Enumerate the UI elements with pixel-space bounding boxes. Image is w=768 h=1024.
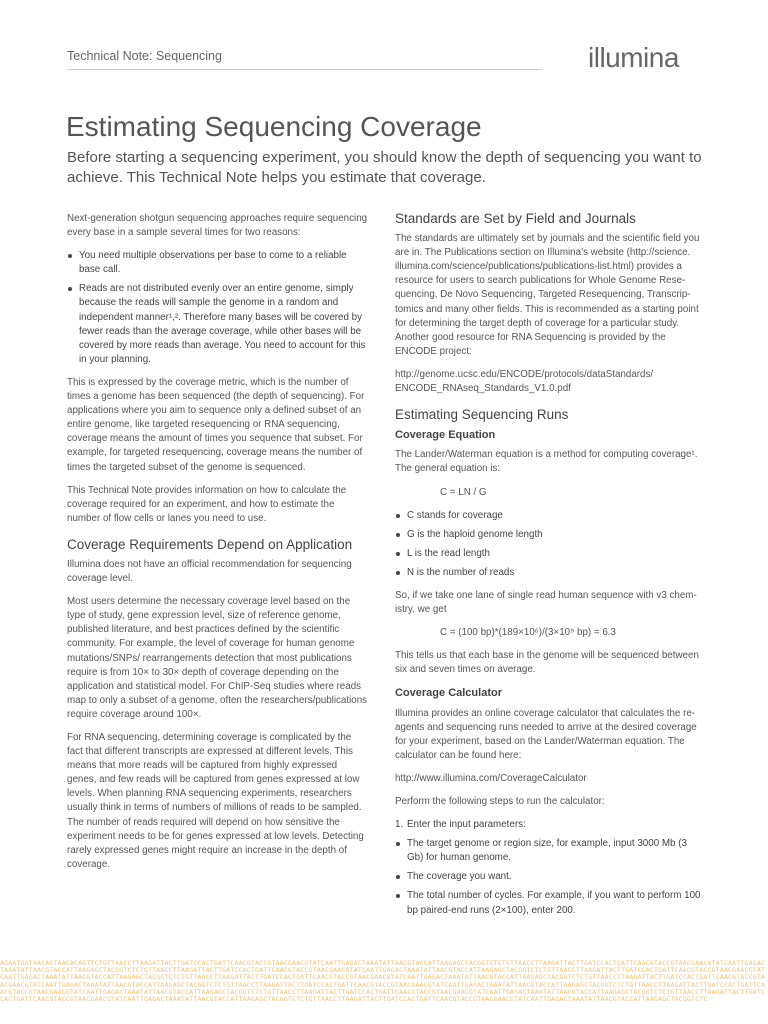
example-intro: So, if we take one lane of single read human sequence with v3 chem- istry, we get [395,589,697,616]
steps-list [395,818,701,918]
reasons-list [67,249,369,367]
users-determine-paragraph: Most users determine the necessary coverage level based on the type of study, gene expression level, size of reference genome, published literature, and best practices defined by the scientific community. For example, the level of coverage for human genome mutations/SNPs/ rearrangements detection that most publications require is from 10× to 30× depth of coverage depending on the application and statistical model. For ChIP-Seq studies where reads map to only a subset of a genome, often the researchers/publications require coverage around 100×. [67,596,368,720]
variable-item: N is the number of reads [395,566,701,580]
left-column [67,212,369,881]
intro-paragraph: Next-generation shotgun sequencing approaches require sequencing every base in a sample several times for two reasons: [67,213,368,239]
standards-paragraph: The standards are ultimately set by journals and the scientific field you are in. The Publications section on Illumina’s website (http://science. illumina.com/science/publications/publications-list.html) provides a resource for users to search publications for Whole Genome Rese- quencing, De Novo Sequencing, Targeted Resequencing, Transcrip- tomics and many other fields. This is recommended as a starting point for determining the target depth of coverage for a particular study. Another good resource for RNA Sequencing is provided by the ENCODE project: [395,233,700,357]
tells-us-paragraph: This tells us that each base in the genome will be sequenced between six and seven times on average. [395,650,699,676]
calculator-url[interactable]: http://www.illumina.com/CoverageCalculator [395,772,587,784]
coverage-equation-heading: Coverage Equation [395,429,496,442]
example-equation: C = (100 bp)*(189×10⁶)/(3×10⁹ bp) = 6.3 [440,627,616,639]
sequencing-runs-heading: Estimating Sequencing Runs [395,407,569,423]
rna-sequencing-paragraph: For RNA sequencing, determining coverage is complicated by the fact that different transcripts are expressed at different levels. This means that more reads will be captured from highly expressed genes, and few reads will be captured from genes expressed at low levels. When planning RNA sequencing experiments, researchers usually think in terms of numbers of millions of reads to be sampled. The number of reads required will depend on how sensitive the experiment needs to be for genes expressed at low levels. Detecting rarely expressed genes might require an increase in the depth of coverage. [67,732,364,870]
note-purpose-paragraph: This Technical Note provides information on how to calculate the coverage required for an experiment, and how to estimate the number of flow cells or lanes you need to use. [67,484,347,524]
variable-item: G is the haploid genome length [395,528,701,542]
no-recommendation-paragraph: Illumina does not have an official recommendation for sequencing coverage level. [67,558,352,585]
coverage-equation: C = LN / G [440,486,487,498]
equation-intro: The Lander/Waterman equation is a method for computing coverage¹. The general equation is: [395,449,698,475]
coverage-calculator-heading: Coverage Calculator [395,687,502,700]
standards-heading: Standards are Set by Field and Journals [395,211,636,226]
parameter-item: The coverage you want. [395,870,701,884]
coverage-metric-paragraph: This is expressed by the coverage metric, which is the number of times a genome has been sequenced (the depth of sequencing). For applications where you aim to sequence only a defined subset of an entire genome, like targeted resequencing or RNA sequencing, coverage means the amount of times you sequence that subset. For example, for targeted resequencing, coverage means the number of times the targeted subset of the genome is sequenced. [67,376,365,473]
page-title: Estimating Sequencing Coverage [66,111,482,142]
right-column [395,212,701,927]
parameter-item: The target genome or region size, for example, input 3000 Mb (3 Gb) for human genome. [395,837,701,865]
equation-variables-list [395,509,701,580]
variable-item: C stands for coverage [395,509,701,523]
steps-intro: Perform the following steps to run the calculator: [395,796,605,807]
step-item [395,818,701,832]
reason-item: You need multiple observations per base to come to a reliable base call. [67,249,369,277]
variable-item: L is the read length [395,547,701,561]
calculator-paragraph: Illumina provides an online coverage calculator that calculates the re- agents and sequencing runs needed to arrive at the desired coverage for your experiment, based on the Lander/Waterman equation. The calculator can be found here: [395,707,697,761]
encode-url[interactable]: http://genome.ucsc.edu/ENCODE/protocols/dataStandards/ ENCODE_RNAseq_Standards_V1.0.pdf [395,368,654,395]
dna-sequence-footer: AGAATGATAACAGTAACACAGTTCTGTTAACCTTAAGATTACTTGATCCACTGATTCAACGTACCGTAACGAACGTATCAATTGAGACTAAATATTAACGTACCATTAAGAGCTACGGTCTCTGTTAACCTTAAGATTACTTGATCCACTGATTCAACGTACCGTAACGAACGTATCAATTGAGACTAAATATTAACGTACCATTAAGAGCTACGGTCTCTGTTAACCTTAAGATTACTTGATCCACTGATTCAACGTACCGTAACGAACGTATCAATTGAGACTAAATATTAACGTACCATTAAGAGCTACGGTCTCTGTTAACCTTAAGATTACTTGATCCACTGATTCAACGTACCGTAACGAACGTATCAATTGAGACTAAATATTAACGTACCATTAAGAGCTACGGTCTCTGTTAACCTTAAGATTACTTGATCCACTGATTCAACGTACCGTAACGAACGTATCAATTGAGACTAAATATTAACGTACCATTAAGAGCTACGGTCTCTGTTAACCTTAAGATTACTTGATCCACTGATTCAACGTACCGTAACGAACGTATCAATTGAGACTAAATATTAACGTACCATTAAGAGCTACGGTCTCTGTTAACCTTAAGATTACTTGATCCACTGATTCAACGTACCGTAACGAACGTATCAATTGAGACTAAATATTAACGTACCATTAAGAGCTACGGTCTCTGTTAACCTTAAGATTACTTGATCCACTGATTCAACGTACCGTAACGAACGTATCAATTGAGACTAAATATTAACGTACCATTAAGAGCTACGGTCTCTGTTAACCTTAAGATTACTTGATCCACTGATTCAACGTACCGTAACGAACGTATCAATTGAGACTAAATATTAACGTACCATTAAGAGCTACGGTCTCTGTTAACCTTAAGATTACTTGATCCACTGATTCAACGTACCGTAACGAACGTATCAATTGAGACTAAATATTAACGTACCATTAAGAGCTACGGTCTCTGTTAACCTTAAGATTACTTGATCCACTGATTCAACGTACCGTAACGAACGTATCAATTGAGACTAAATATTAACGTACCATTAAGAGCTACGGTCTC [0,960,766,1004]
reason-item: Reads are not distributed evenly over an entire genome, simply because the reads will sample the genome in a random and independent manner¹,². Therefore many bases will be covered by fewer reads than the average coverage, while other bases will be covered by more reads than average. You need to account for this in your planning. [67,282,369,367]
coverage-requirements-heading: Coverage Requirements Depend on Application [67,536,353,552]
header-divider [67,69,543,70]
illumina-logo [588,42,679,74]
parameter-item: The total number of cycles. For example, if you want to perform 100 bp paired-end runs (2×100), enter 200. [395,889,701,917]
step-number: 1. [395,819,404,831]
page-subtitle: Before starting a sequencing experiment, you should know the depth of sequencing you want to achieve. This Technical Note helps you estimate that coverage. [67,149,702,186]
header-note: Technical Note: Sequencing [67,49,222,63]
logo-text: illumina [588,42,679,73]
step-text: Enter the input parameters: [407,819,526,831]
